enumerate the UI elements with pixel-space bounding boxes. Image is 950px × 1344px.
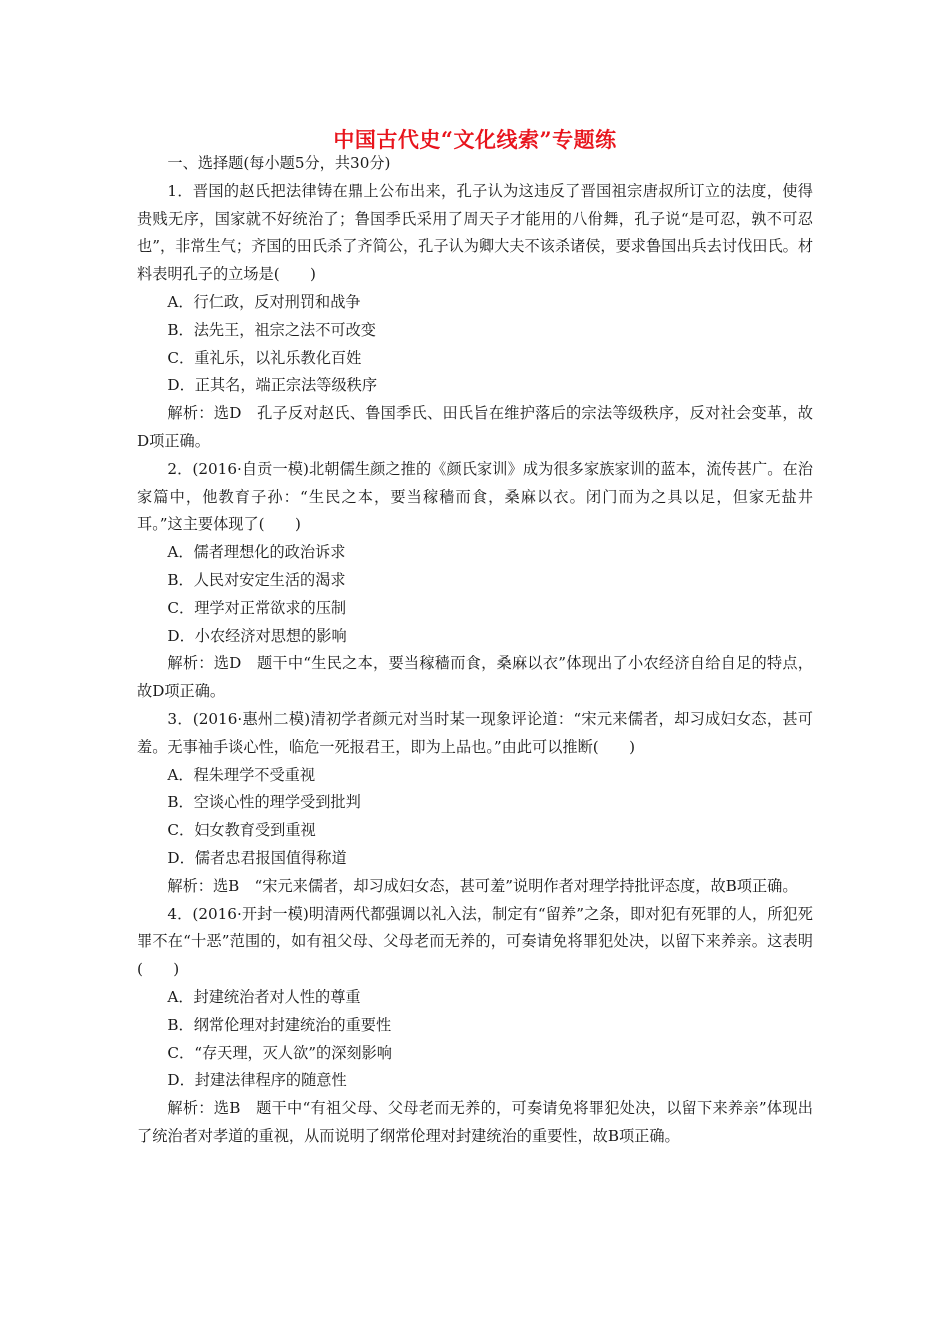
option-a: A．程朱理学不受重视 — [167, 765, 316, 784]
option-a: A．封建统治者对人性的尊重 — [167, 987, 361, 1006]
question-stem: 1．晋国的赵氏把法律铸在鼎上公布出来，孔子认为这违反了晋国祖宗唐叔所订立的法度，使得贵贱无序，国家就不好统治了；鲁国季氏采用了周天子才能用的八佾舞，孔子说“是可忍，孰不可忍也”，非常生气；齐国的田氏杀了齐简公，孔子认为卿大夫不该杀诸侯，要求鲁国出兵去讨伐田氏。材料表明孔子的立场是( ) — [137, 181, 814, 284]
option-d: D．儒者忠君报国值得称道 — [167, 848, 347, 867]
document-body — [137, 150, 813, 1151]
question-stem: 2．(2016·自贡一模)北朝儒生颜之推的《颜氏家训》成为很多家族家训的蓝本，流传甚广。在治家篇中，他教育子孙：“生民之本，要当稼穑而食，桑麻以衣。闭门而为之具以足，但家无盐井耳。”这主要体现了( ) — [137, 459, 813, 534]
option-d: D．封建法律程序的随意性 — [167, 1071, 347, 1090]
section-heading: 一、选择题(每小题5分，共30分) — [167, 154, 391, 172]
option-d: D．小农经济对思想的影响 — [167, 626, 347, 645]
option-d: D．正其名，端正宗法等级秩序 — [167, 376, 378, 395]
option-c: C．理学对正常欲求的压制 — [167, 598, 347, 617]
option-b: B．人民对安定生活的渴求 — [167, 570, 346, 589]
option-a: A．行仁政，反对刑罚和战争 — [167, 292, 361, 311]
option-b: B．法先王，祖宗之法不可改变 — [167, 320, 376, 339]
option-c: C．重礼乐，以礼乐教化百姓 — [167, 348, 362, 367]
option-a: A．儒者理想化的政治诉求 — [167, 543, 346, 562]
question-1 — [137, 178, 813, 456]
question-analysis: 解析：选D 孔子反对赵氏、鲁国季氏、田氏旨在维护落后的宗法等级秩序，反对社会变革，故D项正确。 — [137, 404, 813, 450]
option-b: B．纲常伦理对封建统治的重要性 — [167, 1015, 392, 1034]
option-c: C．妇女教育受到重视 — [167, 821, 316, 840]
option-b: B．空谈心性的理学受到批判 — [167, 793, 361, 812]
question-3 — [137, 706, 813, 901]
question-stem: 3．(2016·惠州二模)清初学者颜元对当时某一现象评论道：“宋元来儒者，却习成妇女态，甚可羞。无事袖手谈心性，临危一死报君王，即为上品也。”由此可以推断( ) — [137, 709, 813, 756]
question-4 — [137, 901, 813, 1151]
page-title: 中国古代史“文化线索”专题练 — [333, 127, 617, 152]
question-stem: 4．(2016·开封一模)明清两代都强调以礼入法，制定有“留养”之条，即对犯有死罪的人，所犯死罪不在“十恶”范围的，如有祖父母、父母老而无养的，可奏请免将罪犯处决，以留下来养亲。这表明( ) — [137, 904, 813, 979]
question-analysis: 解析：选B “宋元来儒者，却习成妇女态，甚可羞”说明作者对理学持批评态度，故B项正确。 — [167, 876, 798, 895]
question-analysis: 解析：选D 题干中“生民之本，要当稼穑而食，桑麻以衣”体现出了小农经济自给自足的特点，故D项正确。 — [137, 654, 813, 701]
question-analysis: 解析：选B 题干中“有祖父母、父母老而无养的，可奏请免将罪犯处决，以留下来养亲”体现出了统治者对孝道的重视，从而说明了纲常伦理对封建统治的重要性，故B项正确。 — [137, 1099, 813, 1145]
question-2 — [137, 456, 813, 706]
option-c: C．“存天理，灭人欲”的深刻影响 — [167, 1043, 392, 1062]
